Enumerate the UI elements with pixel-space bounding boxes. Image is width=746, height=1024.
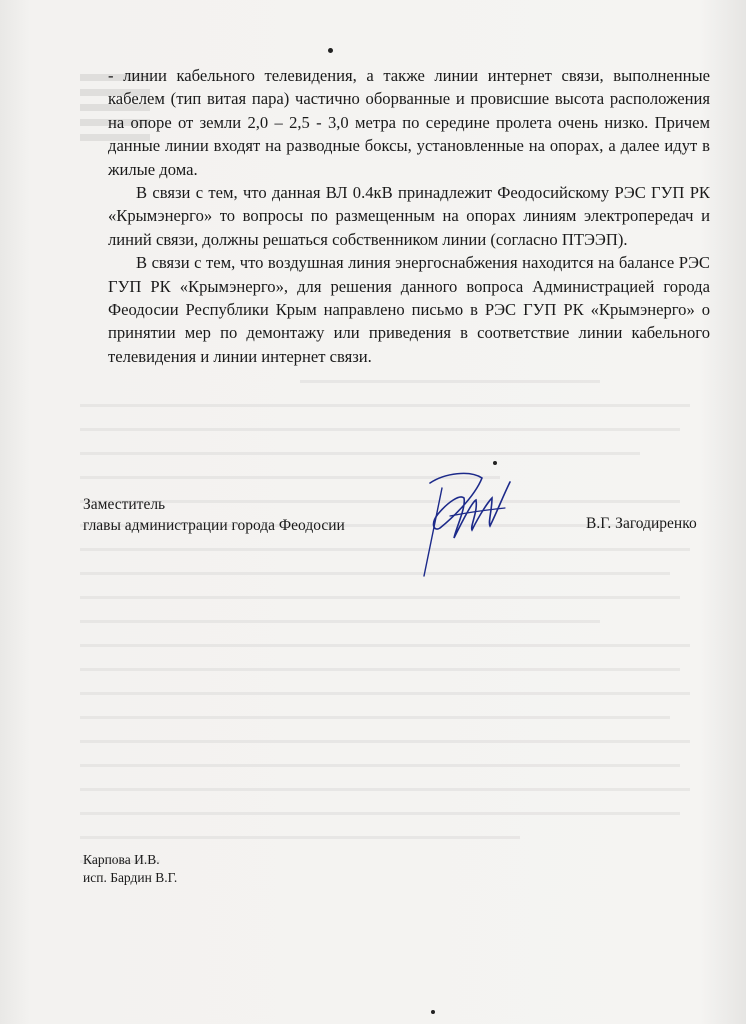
letter-body (108, 64, 710, 368)
paragraph-ownership: В связи с тем, что данная ВЛ 0.4кВ принадлежит Феодосийскому РЭС ГУП РК «Крымэнерго» то вопросы по размещенным на опорах линиям электропередач и линий связи, должны решаться собственником линии (согласно ПТЭЭП). (108, 183, 710, 249)
executor-1: Карпова И.В. (83, 852, 160, 867)
executor-2: исп. Бардин В.Г. (83, 870, 178, 885)
signatory-position (83, 494, 345, 536)
bleed-through-text (80, 380, 700, 884)
paragraph-cable-lines: - линии кабельного телевидения, а также линии интернет связи, выполненные кабелем (тип витая пара) частично оборванные и провисшие высота расположения на опоре от земли 2,0 – 2,5 - 3,0 метра по середине пролета очень низко. Причем данные линии входят на разводные боксы, установленные на опорах, а далее идут в жилые дома. (108, 66, 710, 179)
speck (328, 48, 333, 53)
position-line-1: Заместитель (83, 496, 166, 513)
signatory-name: В.Г. Загодиренко (586, 515, 697, 532)
handwritten-signature (410, 458, 520, 578)
position-line-2: главы администрации города Феодосии (83, 517, 345, 534)
paragraph-letter-sent: В связи с тем, что воздушная линия энергоснабжения находится на балансе РЭС ГУП РК «Крымэнерго», для решения данного вопроса Администрацией города Феодосии Республики Крым направлено письмо в РЭС ГУП РК «Крымэнерго» о принятии мер по демонтажу или приведения в соответствие линии кабельного телевидения и линии интернет связи. (108, 253, 710, 366)
executors-note (83, 851, 177, 887)
speck (431, 1010, 435, 1014)
